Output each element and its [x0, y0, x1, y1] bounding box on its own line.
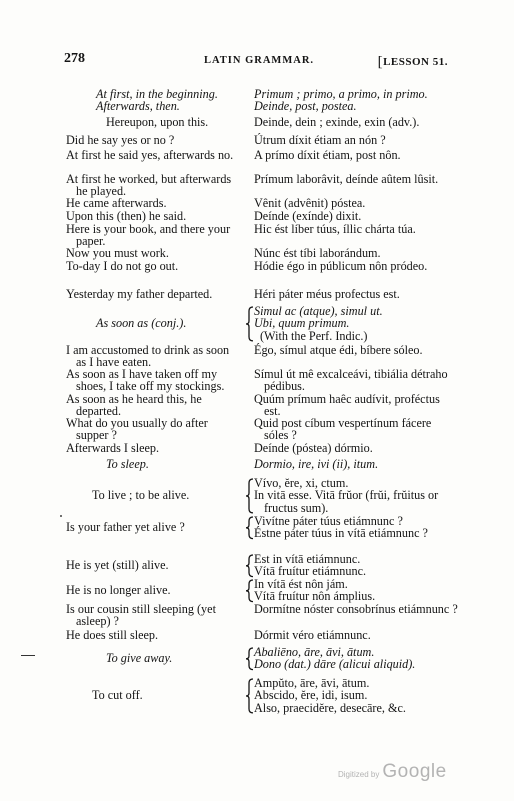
latin-line: Ampŭto, āre, āvi, ātum.: [254, 676, 370, 690]
latin-translation: [254, 344, 458, 356]
english-text: Yesterday my father departed.: [66, 287, 213, 301]
lesson-text: LESSON 51.: [383, 56, 448, 68]
latin-translation: [254, 629, 458, 641]
english-phrase: [66, 100, 272, 112]
latin-translation: [254, 553, 458, 578]
english-phrase: [66, 288, 242, 300]
latin-translation: [254, 646, 458, 671]
latin-translation: [254, 368, 458, 393]
english-phrase: [66, 521, 242, 533]
english-text: I am accustomed to drink as soon as I have eaten.: [66, 343, 230, 370]
latin-line: Abaliēno, āre, āvi, ātum.: [254, 645, 375, 659]
latin-text: Símul út mê excalceávi, tibiália détraho pédibus.: [254, 367, 448, 394]
latin-text: Primum ; primo, a primo, in primo.: [254, 87, 428, 101]
latin-text: Deínde (exínde) dixit.: [254, 209, 362, 223]
lesson-label: [LESSON 51.: [377, 54, 448, 70]
english-text: He came afterwards.: [66, 196, 167, 210]
english-phrase: [66, 603, 242, 628]
latin-translation: [254, 442, 458, 454]
english-text: At first he worked, but afterwards he played.: [66, 172, 232, 199]
english-text: To cut off.: [92, 687, 143, 702]
english-phrase: [66, 260, 242, 272]
latin-line: Vívo, ĕre, xi, ctum.: [254, 476, 349, 490]
latin-translation: [254, 116, 458, 128]
english-text: As soon as (conj.).: [96, 315, 187, 330]
latin-translation: [254, 210, 458, 222]
english-text: Here is your book, and there your paper.: [66, 222, 231, 249]
english-text: What do you usually do after supper ?: [66, 416, 208, 443]
latin-translation: [254, 197, 458, 209]
latin-translation: [254, 100, 458, 112]
brace: [246, 678, 254, 714]
english-text: He is yet (still) alive.: [66, 557, 169, 572]
latin-translation: [254, 149, 458, 161]
latin-text: Dormítne nóster consobrínus etiámnunc ?: [254, 602, 458, 616]
brace-icon: [246, 478, 254, 514]
latin-line: Vítā fruítur nôn ámplius.: [254, 589, 376, 604]
english-phrase: [66, 559, 242, 571]
latin-text: Héri páter méus profectus est.: [254, 287, 400, 301]
latin-text: Deinde, dein ; exinde, exin (adv.).: [254, 115, 420, 129]
english-phrase: [66, 629, 242, 641]
latin-text: Quúm prímum haêc audívit, proféctus est.: [254, 392, 440, 419]
english-phrase: [66, 584, 242, 596]
english-phrase: [66, 173, 242, 198]
latin-text: Hic ést líber túus, íllic chárta túa.: [254, 222, 416, 236]
latin-translation: [254, 417, 458, 442]
watermark-prefix: Digitized by: [338, 770, 380, 779]
latin-text: Égo, símul atque édi, bíbere sóleo.: [254, 343, 423, 357]
page-header: [56, 53, 448, 69]
margin-dot: [60, 515, 62, 517]
latin-line: (With the Perf. Indic.): [260, 328, 368, 343]
latin-translation: [254, 260, 458, 272]
english-text: Upon this (then) he said.: [66, 209, 187, 223]
english-phrase: [66, 368, 242, 393]
english-text: To live ; to be alive.: [92, 487, 190, 502]
latin-text: Núnc ést tíbi laborándum.: [254, 246, 381, 260]
english-phrase: [66, 247, 242, 259]
latin-line: In vitā esse. Vitā frŭor (frŭi, frŭitus or fructus sum).: [254, 488, 439, 515]
english-text: As soon as he heard this, he departed.: [66, 392, 202, 419]
english-phrase: [66, 417, 242, 442]
brace: [246, 579, 254, 603]
latin-translation: [254, 223, 458, 235]
latin-line: Also, praecidĕre, desecāre, &c.: [254, 700, 406, 715]
english-phrase: [66, 344, 242, 369]
latin-line: Dono (dat.) dāre (alicui aliquid).: [254, 657, 416, 672]
latin-translation: [254, 305, 458, 342]
english-phrase: [66, 393, 242, 418]
latin-text: A prímo díxit étiam, post nôn.: [254, 148, 401, 162]
watermark-brand: Google: [382, 761, 447, 782]
latin-text: Deínde (póstea) dórmio.: [254, 441, 373, 455]
english-phrase: [66, 223, 242, 248]
page-number: 278: [64, 51, 85, 66]
english-text: Afterwards, then.: [96, 99, 180, 113]
latin-text: Vênit (advênit) póstea.: [254, 196, 366, 210]
english-phrase: [66, 210, 242, 222]
latin-line: Abscido, ĕre, idi, isum.: [254, 688, 368, 703]
english-text: Hereupon, upon this.: [106, 115, 209, 129]
latin-translation: [254, 393, 458, 418]
latin-line: Vítā fruítur etiámnunc.: [254, 564, 367, 579]
brace-icon: [246, 579, 254, 603]
latin-translation: [254, 515, 458, 540]
latin-text: Dórmit véro etiámnunc.: [254, 628, 371, 642]
english-text: Is your father yet alive ?: [66, 519, 185, 534]
latin-translation: [254, 477, 458, 514]
latin-text: Quid post cíbum vespertínum fácere sóles ?: [254, 416, 432, 443]
latin-translation: [254, 603, 458, 615]
english-phrase: [66, 689, 268, 701]
english-text: Did he say yes or no ?: [66, 133, 175, 147]
brace: [246, 554, 254, 578]
english-phrase: [66, 197, 242, 209]
margin-mark: [21, 655, 35, 656]
latin-line: In vítā ést nôn jám.: [254, 577, 348, 591]
english-phrase: [66, 489, 268, 501]
latin-text: Deinde, post, postea.: [254, 99, 357, 113]
latin-translation: [254, 134, 458, 146]
english-phrase: [66, 317, 272, 329]
brace: [246, 516, 254, 540]
english-phrase: [66, 134, 242, 146]
english-phrase: [66, 116, 282, 128]
latin-text: Hódie égo in públicum nôn pródeo.: [254, 259, 428, 273]
running-title: LATIN GRAMMAR.: [204, 55, 315, 66]
latin-translation: [254, 247, 458, 259]
english-text: To-day I do not go out.: [66, 259, 179, 273]
english-text: At first he said yes, afterwards no.: [66, 148, 234, 162]
latin-translation: [254, 677, 458, 714]
latin-text: Prímum laborâvit, deínde aûtem lûsit.: [254, 172, 439, 186]
english-phrase: [66, 149, 242, 161]
brace: [246, 647, 254, 671]
english-text: Afterwards I sleep.: [66, 441, 160, 455]
latin-text: Dormio, ire, ivi (ii), itum.: [254, 457, 379, 471]
brace: [246, 478, 254, 514]
latin-line: Ubi, quum primum.: [254, 316, 350, 331]
brace-icon: [246, 678, 254, 714]
latin-line: Vivítne páter túus etiámnunc ?: [254, 514, 403, 528]
english-text: At first, in the beginning.: [96, 87, 218, 101]
brace: [246, 306, 254, 342]
english-text: To sleep.: [106, 457, 149, 471]
digitized-watermark: [338, 761, 447, 782]
brace-icon: [246, 516, 254, 540]
english-text: As soon as I have taken off my shoes, I take off my stockings.: [66, 367, 225, 394]
latin-translation: [254, 458, 458, 470]
english-text: He does still sleep.: [66, 628, 159, 642]
brace-icon: [246, 647, 254, 671]
latin-text: Útrum díxit étiam an nón ?: [254, 133, 386, 147]
latin-translation: [254, 578, 458, 603]
english-text: Is our cousin still sleeping (yet asleep) ?: [66, 602, 216, 629]
latin-line: Est in vítā etiámnunc.: [254, 552, 361, 566]
latin-line: Simul ac (atque), simul ut.: [254, 304, 383, 318]
english-text: He is no longer alive.: [66, 582, 171, 597]
latin-translation: [254, 173, 458, 185]
english-phrase: [66, 442, 242, 454]
english-text: Now you must work.: [66, 246, 169, 260]
brace-icon: [246, 306, 254, 342]
english-text: To give away.: [106, 650, 173, 665]
english-phrase: [66, 458, 282, 470]
latin-translation: [254, 288, 458, 300]
latin-line: Éstne páter túus in vítā etiámnunc ?: [254, 526, 428, 541]
brace-icon: [246, 554, 254, 578]
